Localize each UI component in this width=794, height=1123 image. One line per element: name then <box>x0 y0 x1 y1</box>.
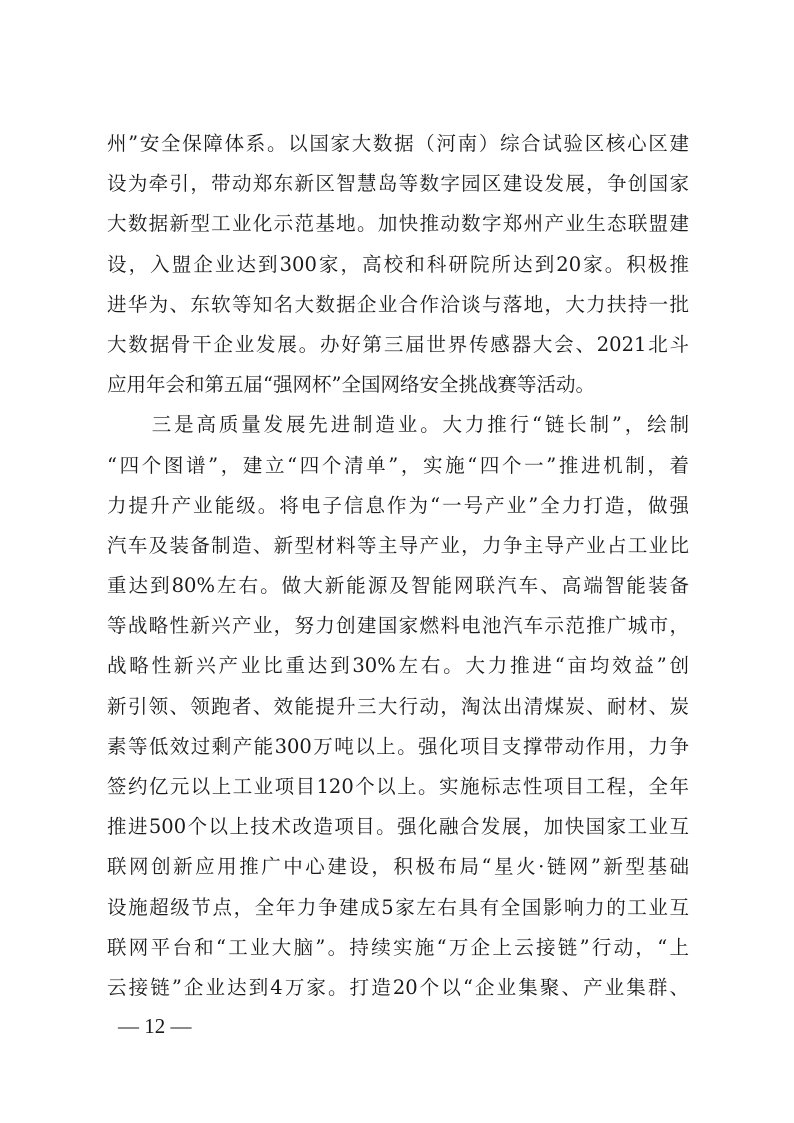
text-line-4: 设，入盟企业达到300家，高校和科研院所达到20家。积极推 <box>107 252 689 276</box>
text-line-5: 进华为、东软等知名大数据企业合作洽谈与落地，大力扶持一批 <box>107 292 689 316</box>
text-line-18: 推进500个以上技术改造项目。强化融合发展，加快国家工业互 <box>107 815 689 839</box>
text-line-10: 力提升产业能级。将电子信息作为“一号产业”全力打造，做强 <box>107 493 689 517</box>
text-line-2: 设为牵引，带动郑东新区智慧岛等数字园区建设发展，争创国家 <box>107 172 689 196</box>
text-line-19: 联网创新应用推广中心建设，积极布局“星火·链网”新型基础 <box>107 855 689 879</box>
text-line-13: 等战略性新兴产业，努力创建国家燃料电池汽车示范推广城市， <box>107 614 689 638</box>
text-line-6: 大数据骨干企业发展。办好第三届世界传感器大会、2021北斗 <box>107 332 689 356</box>
text-line-21: 联网平台和“工业大脑”。持续实施“万企上云接链”行动，“上 <box>107 935 689 959</box>
text-line-12: 重达到80%左右。做大新能源及智能网联汽车、高端智能装备 <box>107 574 689 598</box>
text-line-14: 战略性新兴产业比重达到30%左右。大力推进“亩均效益”创 <box>107 654 689 678</box>
body-text <box>107 124 689 1008</box>
page-number: — 12 — <box>118 1014 192 1038</box>
text-line-15: 新引领、领跑者、效能提升三大行动，淘汰出清煤炭、耐材、炭 <box>107 694 689 718</box>
text-line-22: 云接链”企业达到4万家。打造20个以“企业集聚、产业集群、 <box>107 975 689 999</box>
text-line-20: 设施超级节点，全年力争建成5家左右具有全国影响力的工业互 <box>107 895 689 919</box>
text-line-11: 汽车及装备制造、新型材料等主导产业，力争主导产业占工业比 <box>107 533 689 557</box>
text-line-1: 州”安全保障体系。以国家大数据（河南）综合试验区核心区建 <box>107 132 689 155</box>
text-line-9: “四个图谱”，建立“四个清单”，实施“四个一”推进机制，着 <box>107 453 689 477</box>
text-line-8: 三是高质量发展先进制造业。大力推行“链长制”，绘制 <box>107 413 689 437</box>
text-line-16: 素等低效过剩产能300万吨以上。强化项目支撑带动作用，力争 <box>107 734 689 758</box>
text-line-17: 签约亿元以上工业项目120个以上。实施标志性项目工程，全年 <box>107 775 689 798</box>
text-line-3: 大数据新型工业化示范基地。加快推动数字郑州产业生态联盟建 <box>107 212 689 236</box>
text-line-7: 应用年会和第五届“强网杯”全国网络安全挑战赛等活动。 <box>107 373 595 397</box>
